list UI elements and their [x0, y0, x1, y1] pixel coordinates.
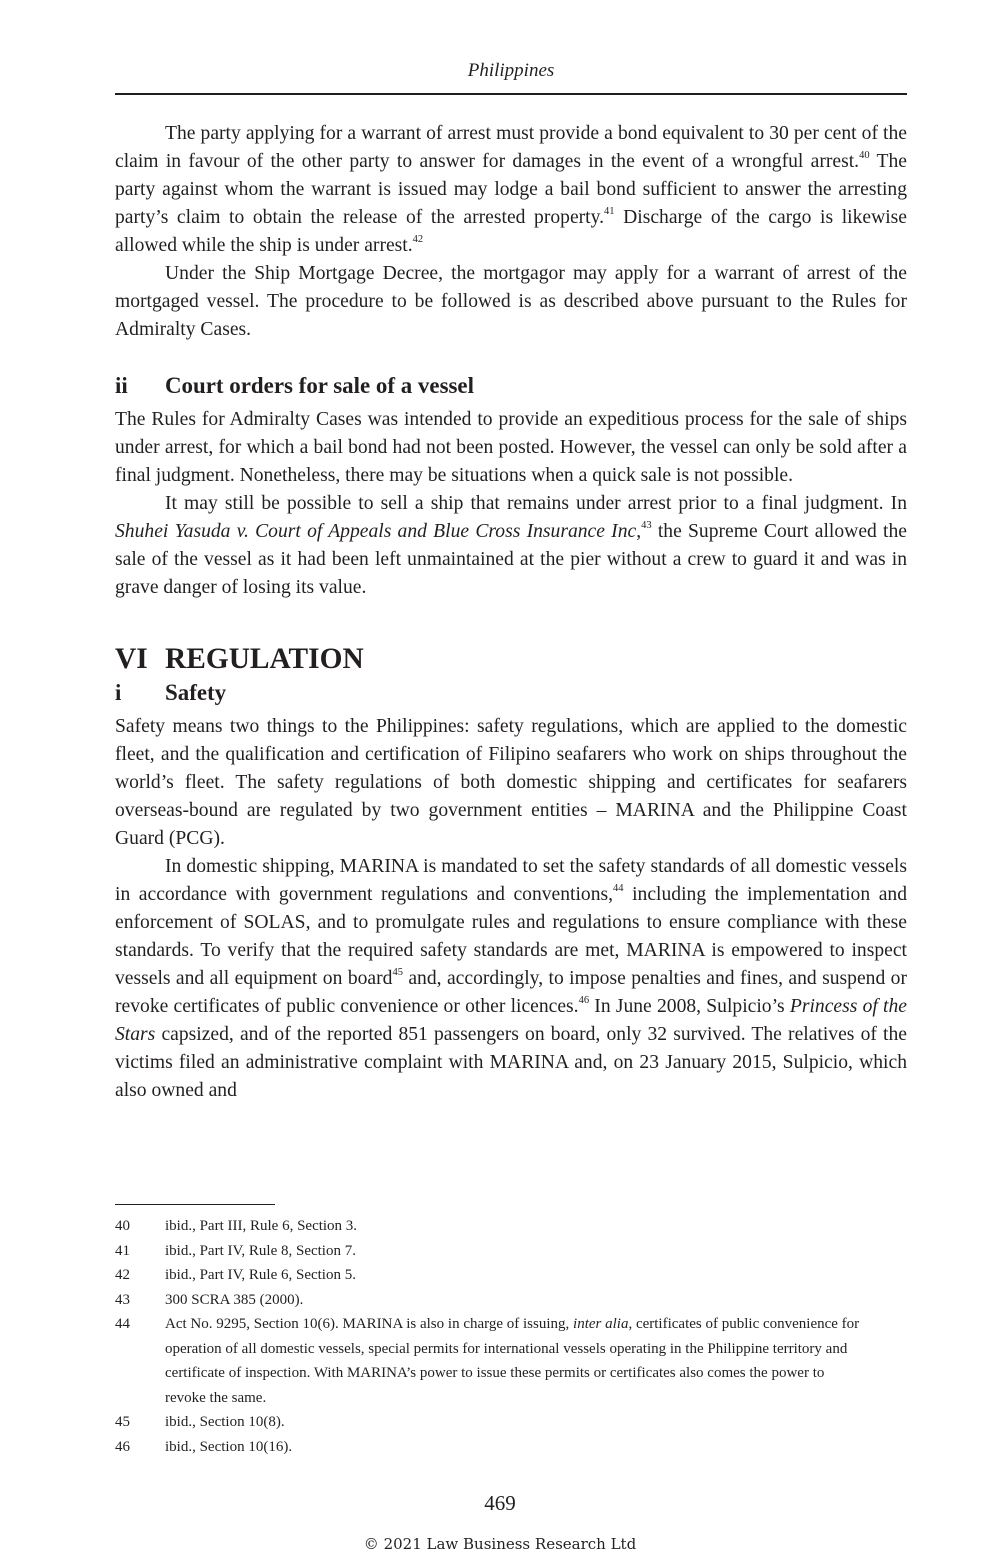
footnote-ref[interactable]: 45	[392, 967, 403, 979]
running-title: Philippines	[467, 60, 555, 81]
paragraph-text: In domestic shipping, MARINA is mandated to set the safety standards of all domestic vessels in accordance with government regulations and conventions,	[115, 856, 907, 905]
paragraph-text: and, accordingly, to impose penalties and fines, and suspend or revoke certificates of public convenience or other licences.	[115, 968, 907, 1017]
spacer	[115, 344, 907, 372]
footnote-text: ibid., Part IV, Rule 8, Section 7.	[165, 1242, 356, 1259]
header-rule	[115, 93, 907, 95]
latin-phrase: inter alia	[573, 1316, 629, 1332]
footnote	[115, 1288, 907, 1313]
footnote	[115, 1410, 907, 1435]
footnote	[115, 1435, 907, 1460]
spacer	[115, 602, 907, 645]
section-number: VI	[115, 643, 148, 675]
paragraph-text: ,	[636, 521, 642, 542]
footnote	[115, 1263, 907, 1288]
section-title: Court orders for sale of a vessel	[165, 373, 474, 398]
copyright-notice: © 2021 Law Business Research Ltd	[363, 1535, 637, 1553]
footnote	[115, 1214, 907, 1239]
paragraph-rules-admiralty: The Rules for Admiralty Cases was intended to provide an expeditious process for the sale of ships under arrest, for which a bail bond had not been posted. However, the vessel can only be sold after a final judgment. Nonetheless, there may be situations when a quick sale is not possible.	[115, 409, 907, 486]
footnote	[115, 1239, 907, 1264]
footnote-text: 300 SCRA 385 (2000).	[165, 1291, 304, 1308]
paragraph-mortgage: Under the Ship Mortgage Decree, the mortgagor may apply for a warrant of arrest of the mortgaged vessel. The procedure to be followed is as described above pursuant to the Rules for Admiralty Cases.	[115, 263, 907, 340]
footnote-ref[interactable]: 44	[613, 883, 624, 895]
ship-name: Princess of the Stars	[115, 996, 907, 1045]
paragraph-domestic-shipping	[115, 853, 907, 1105]
paragraph-text: capsized, and of the reported 851 passengers on board, only 32 survived. The relatives of the victims filed an administrative complaint with MARINA and, on 23 January 2015, Sulpicio, which also owned and	[115, 1024, 907, 1101]
section-number: ii	[115, 373, 128, 398]
paragraph-text: Discharge of the cargo is likewise allowed while the ship is under arrest.	[115, 207, 907, 256]
paragraph-text: The party against whom the warrant is issued may lodge a bail bond sufficient to answer the arresting party’s claim to obtain the release of the arrested property.	[115, 151, 907, 228]
paragraph-safety: Safety means two things to the Philippines: safety regulations, which are applied to the domestic fleet, and the qualification and certification of Filipino seafarers who work on ships throughout the world’s fleet. The safety regulations of both domestic shipping and certificates for seafarers overseas-bound are regulated by two government entities – MARINA and the Philippine Coast Guard (PCG).	[115, 716, 907, 849]
footnote-text-part: Act No. 9295, Section 10(6). MARINA is also in charge of issuing,	[165, 1316, 574, 1332]
footnote-number: 44	[115, 1316, 130, 1332]
section-title: Safety	[165, 680, 227, 705]
footnote-ref[interactable]: 40	[859, 150, 870, 162]
footnote-ref[interactable]: 46	[578, 995, 590, 1007]
footnote	[115, 1312, 907, 1410]
footnotes	[115, 1214, 907, 1459]
footnote-number: 40	[115, 1218, 130, 1234]
paragraph-sale-prior-judgment	[115, 490, 907, 602]
footnote-text: ibid., Section 10(16).	[165, 1438, 293, 1455]
footnote-number: 45	[115, 1414, 130, 1430]
footnote-ref[interactable]: 43	[641, 520, 652, 532]
footnote-number: 46	[115, 1438, 130, 1455]
paragraph-text: The party applying for a warrant of arrest must provide a bond equivalent to 30 per cent of the claim in favour of the other party to answer for damages in the event of a wrongful arrest.	[115, 123, 907, 172]
paragraph-text: the Supreme Court allowed the sale of the vessel as it had been left unmaintained at the pier without a crew to guard it and was in grave danger of losing its value.	[115, 521, 907, 598]
footnote-ref[interactable]: 42	[412, 234, 424, 246]
footnote-text: ibid., Part IV, Rule 6, Section 5.	[165, 1267, 356, 1283]
main-text	[115, 120, 907, 1105]
footnote-ref[interactable]: 41	[604, 206, 615, 218]
footnote-number: 41	[115, 1242, 130, 1259]
footnote-number: 43	[115, 1291, 130, 1308]
section-title: REGULATION	[165, 643, 364, 675]
section-number: i	[115, 680, 122, 705]
paragraph-text: In June 2008, Sulpicio’s	[589, 996, 790, 1017]
footnote-text-part: , certificates of public convenience for operation of all domestic vessels, special permits for international vessels operating in the Philippine territory and certificate of inspection. With MARINA’s power to issue these permits or certificates also comes the power to revoke the same.	[165, 1316, 860, 1406]
paragraph-bond	[115, 120, 907, 260]
paragraph-text: including the implementation and enforcement of SOLAS, and to promulgate rules and regulations to ensure compliance with these standards. To verify that the required safety standards are met, MARINA is empowered to inspect vessels and all equipment on board	[115, 884, 907, 989]
footnote-number: 42	[115, 1267, 130, 1283]
footnote-text: ibid., Section 10(8).	[165, 1414, 285, 1430]
case-name: Shuhei Yasuda v. Court of Appeals and Blue Cross Insurance Inc	[115, 521, 637, 542]
section-heading-i	[115, 679, 907, 707]
section-heading-ii	[115, 372, 907, 400]
section-heading-vi	[115, 645, 907, 673]
footnote-text	[165, 1312, 907, 1410]
page-number: 469	[484, 1491, 516, 1515]
footnote-rule	[115, 1204, 275, 1205]
paragraph-text: It may still be possible to sell a ship that remains under arrest prior to a final judgment. In	[165, 493, 907, 514]
footnote-text: ibid., Part III, Rule 6, Section 3.	[165, 1218, 358, 1234]
